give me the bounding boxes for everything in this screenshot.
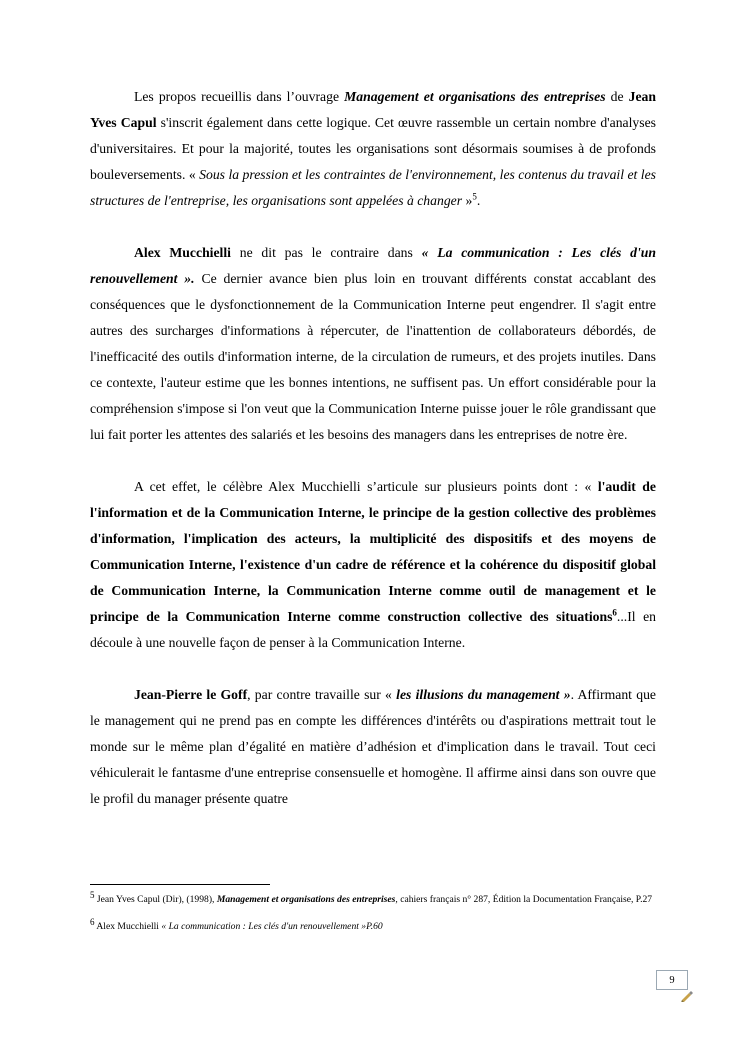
footnote: [90, 889, 656, 906]
page-number: 9: [669, 974, 675, 986]
text-run: P.60: [366, 921, 383, 932]
text-run: Ce dernier avance bien plus loin en trouvant différents constat accablant des conséquences que le dysfonctionnement de la Communication Interne peut engendrer. Il s'agit entre autres des surcharges d'informations à répercuter, de l'inattention de collaborateurs débordés, de l'inefficacité des outils d'information interne, de la circulation de rumeurs, et des projets inutiles. Dans ce contexte, l'auteur estime que les bonnes intentions, ne suffisent pas. Un effort considérable pour la compréhension s'impose si l'on veut que la Communication Interne puisse jouer le rôle grandissant que lui fait porter les attentes des salariés et les besoins des managers dans les entreprises de notre ère.: [90, 271, 656, 442]
text-run: l'audit de l'information et de la Communication Interne, le principe de la gestion collective des problèmes d'information, l'implication des acteurs, la multiplicité des dispositifs et des moyens de Communication Interne, l'existence d'un cadre de référence et la cohérence du dispositif global de Communication Interne, la Communication Interne comme outil de management et le principe de la Communication Interne comme construction collective des situations: [90, 479, 656, 624]
pencil-icon: [680, 988, 694, 1002]
text-run: Sous la pression et les contraintes de l'environnement, les contenus du travail et les structures de l'entreprise, les organisations sont appelées à changer: [90, 167, 656, 208]
text-run: Jean Yves Capul (Dir), (1998),: [94, 894, 217, 905]
footnote-area: [90, 884, 656, 947]
text-run: Alex Mucchielli: [134, 245, 231, 260]
text-run: « La communication : Les clés d'un renouvellement ».: [90, 245, 656, 286]
text-run: Jean-Pierre le Goff: [134, 687, 248, 702]
paragraph: [90, 474, 656, 656]
text-run: « La communication : Les clés d'un renouvellement »: [161, 921, 367, 932]
text-run: ...Il en découle à une nouvelle façon de penser à la Communication Interne.: [90, 609, 656, 650]
footnote-separator: [90, 884, 270, 885]
paragraph: [90, 682, 656, 812]
text-run: les illusions du management »: [396, 687, 571, 702]
text-run: . Affirmant que le management qui ne prend pas en compte les différences d'intérêts ou d'aspirations mettrait tout le monde sur le même plan d’égalité en matière d’adhésion et d'implication dans le travail. Tout ceci véhiculerait le fantasme d'une entreprise consensuelle et homogène. Il affirme ainsi dans son ouvre que le profil du manager présente quatre: [90, 687, 656, 806]
text-run: 6: [612, 607, 617, 618]
paragraph: [90, 84, 656, 214]
text-run: Management et organisations des entreprises: [344, 89, 606, 104]
text-run: Management et organisations des entreprises: [216, 894, 396, 905]
text-run: s'inscrit également dans cette logique. Cet œuvre rassemble un certain nombre d'analyses d'universitaires. Et pour la majorité, toutes les organisations sont désormais soumises à de profonds bouleversements. «: [90, 115, 656, 182]
text-run: Alex Mucchielli: [94, 921, 162, 932]
text-run: .: [476, 193, 481, 208]
text-run: ne dit pas le contraire dans: [230, 245, 422, 260]
paragraph: [90, 240, 656, 448]
text-run: 6: [90, 916, 95, 927]
page-number-container: [656, 970, 690, 998]
text-run: A cet effet, le célèbre Alex Mucchielli s’articule sur plusieurs points dont : «: [134, 479, 598, 494]
text-run: Les propos recueillis dans l’ouvrage: [134, 89, 345, 104]
text-run: , cahiers français n° 287, Édition la Documentation Française, P.27: [395, 894, 653, 905]
footnotes: [90, 889, 656, 933]
text-run: de: [605, 89, 629, 104]
page-number-box: [656, 970, 688, 990]
footnote: [90, 916, 656, 933]
text-run: , par contre travaille sur «: [247, 687, 397, 702]
text-run: 5: [90, 889, 95, 900]
text-run: Jean Yves Capul: [90, 89, 657, 130]
document-body: [90, 84, 656, 838]
text-run: »: [462, 193, 473, 208]
text-run: 5: [472, 191, 477, 202]
